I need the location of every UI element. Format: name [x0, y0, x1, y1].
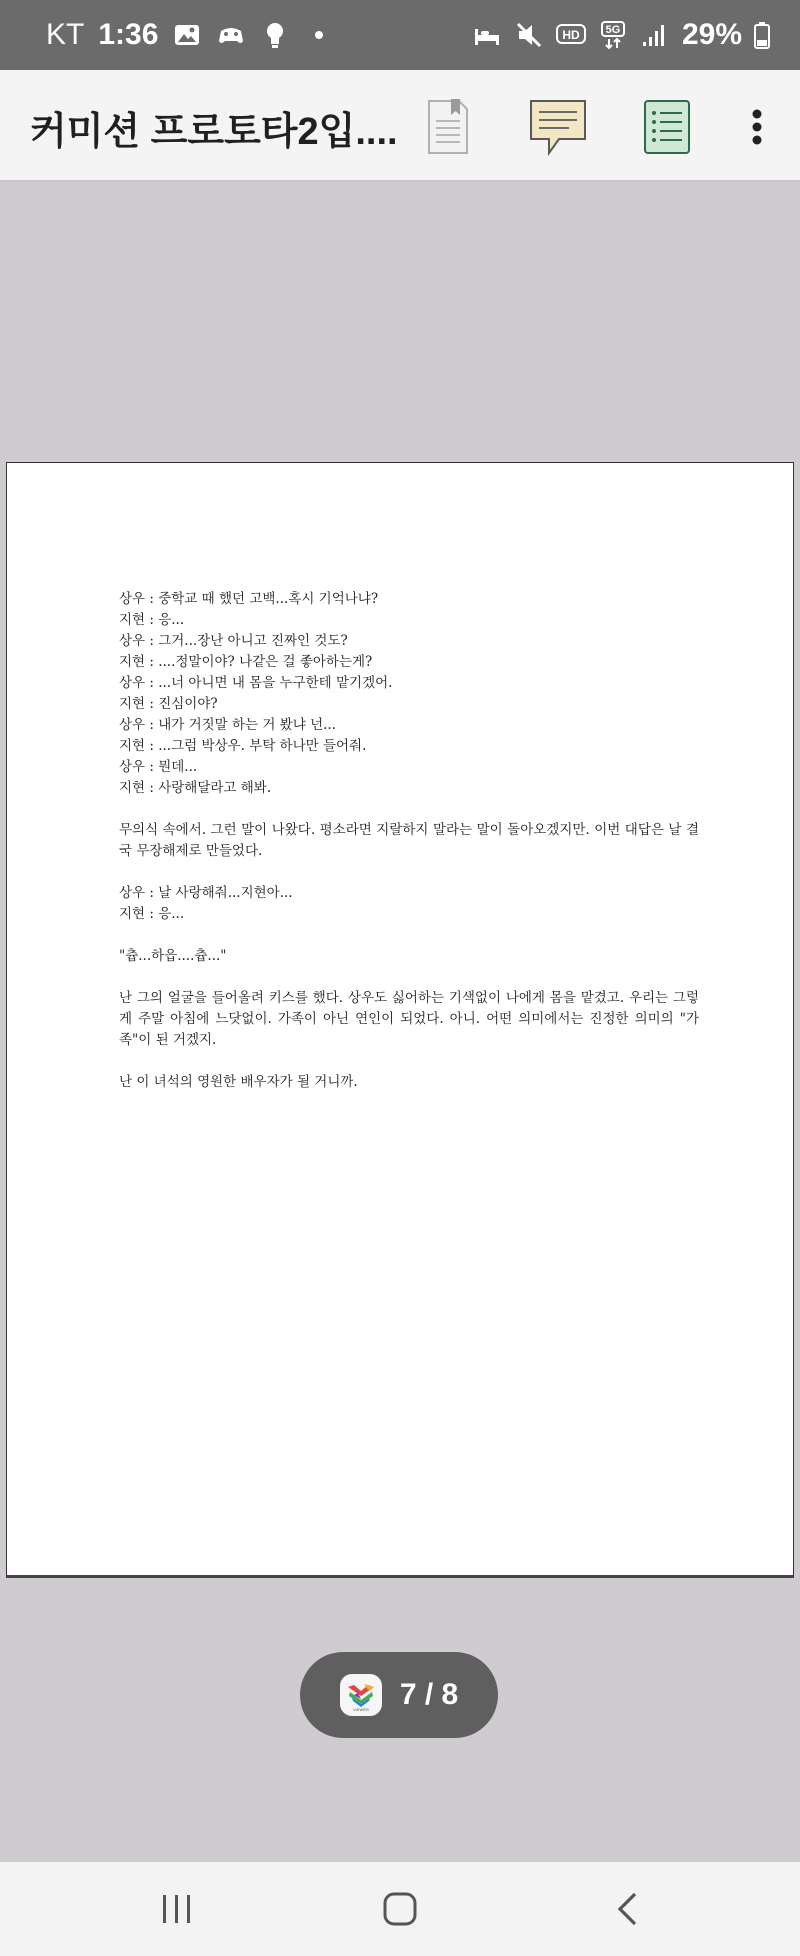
mute-icon [514, 20, 544, 50]
clock: 1:36 [98, 18, 159, 51]
viewer-logo-caption: VIEWER [352, 1707, 369, 1712]
document-text [119, 589, 699, 1093]
svg-text:HD: HD [562, 28, 580, 42]
dialogue-line: 지현 : 응... [119, 612, 185, 628]
back-icon[interactable] [597, 1884, 657, 1934]
dialogue-line: 상우 : 뭔데... [119, 759, 198, 775]
contents-list-icon[interactable] [632, 92, 702, 162]
memo-icon[interactable] [523, 92, 593, 162]
status-bar [0, 0, 800, 70]
navigation-bar [0, 1862, 800, 1956]
signal-icon [640, 20, 670, 50]
dialogue-line: 상우 : 날 사랑해줘...지현아... [119, 885, 293, 901]
hd-icon [556, 20, 586, 50]
bulb-icon [260, 20, 290, 50]
dialogue-line: 지현 : 응... [119, 906, 185, 922]
narration-paragraph: 난 그의 얼굴을 들어올려 키스를 했다. 상우도 싫어하는 기색없이 나에게 몸을 맡겼고. 우리는 그렇게 주말 아침에 느닷없이. 가족이 아닌 연인이 되었다. 아니. 어떤 의미에서는 진정한 의미의 "가족"이 된 거겠지. [119, 990, 699, 1048]
paragraph-gap [119, 925, 699, 946]
paragraph-gap [119, 799, 699, 820]
viewer-app-logo [340, 1674, 382, 1716]
battery-icon [754, 20, 770, 50]
more-options-icon[interactable] [722, 92, 792, 162]
dialogue-line: 지현 : ....정말이야? 나같은 걸 좋아하는게? [119, 654, 373, 670]
document-title: 커미션 프로토타2입.... [30, 111, 398, 153]
dialogue-line: 상우 : ...너 아니면 내 몸을 누구한테 맡기겠어. [119, 675, 393, 691]
dialogue-line: 지현 : 진심이야? [119, 696, 218, 712]
app-toolbar [0, 70, 800, 182]
dialogue-line: 상우 : 중학교 때 했던 고백...혹시 기억나냐? [119, 591, 379, 607]
bookmark-page-icon[interactable] [413, 92, 483, 162]
page-number: 7 / 8 [399, 1678, 459, 1711]
dot-icon [304, 20, 334, 50]
gallery-icon [172, 20, 202, 50]
dialogue-line: 상우 : 그거...장난 아니고 진짜인 것도? [119, 633, 348, 649]
game-icon [216, 20, 246, 50]
paragraph-gap [119, 862, 699, 883]
dialogue-line: 지현 : ...그럼 박상우. 부탁 하나만 들어줘. [119, 738, 367, 754]
sleep-icon [472, 20, 502, 50]
dialogue-line: 지현 : 사랑해달라고 해봐. [119, 780, 272, 796]
paragraph-gap [119, 1051, 699, 1072]
narration-paragraph: 무의식 속에서. 그런 말이 나왔다. 평소라면 지랄하지 말라는 말이 돌아오겠지만. 이번 대답은 날 결국 무장해제로 만들었다. [119, 822, 699, 859]
status-bar-left [46, 18, 334, 52]
page-indicator[interactable] [300, 1652, 498, 1738]
dialogue-line: "츕...하읍....츕..." [119, 948, 227, 964]
5g-icon [598, 20, 628, 50]
dialogue-line: 상우 : 내가 거짓말 하는 거 봤냐 넌... [119, 717, 336, 733]
battery-percent: 29% [681, 18, 742, 51]
paragraph-gap [119, 967, 699, 988]
dialogue-line: 난 이 녀석의 영원한 배우자가 될 거니까. [119, 1074, 358, 1090]
carrier-label: KT [46, 18, 85, 51]
home-icon[interactable] [370, 1884, 430, 1934]
status-bar-right [472, 18, 770, 52]
svg-text:5G: 5G [605, 24, 621, 36]
document-page[interactable] [6, 462, 794, 1578]
recent-apps-icon[interactable] [147, 1884, 207, 1934]
